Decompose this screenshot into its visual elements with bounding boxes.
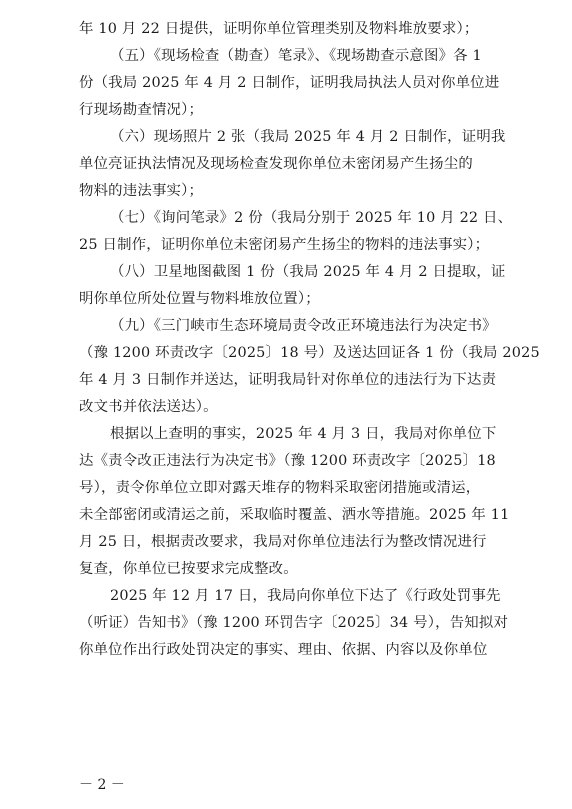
text-line: （豫 1200 环责改字〔2025〕18 号）及送达回证各 1 份（我局 2025: [79, 345, 540, 361]
text-line: （五）《现场检查（勘查）笔录》、《现场勘查示意图》各 1: [110, 48, 482, 64]
text-line: 2025 年 12 月 17 日，我局向你单位下达了《行政处罚事先: [110, 588, 501, 604]
text-line: 改文书并依法送达）。: [79, 399, 218, 415]
text-line: 复查，你单位已按要求完成整改。: [79, 561, 298, 577]
text-line: （七）《询问笔录》2 份（我局分别于 2025 年 10 月 22 日、: [110, 210, 513, 226]
text-line: 明你单位所处位置与物料堆放位置）；: [79, 291, 320, 307]
text-line: 行现场勘查情况）；: [79, 102, 204, 118]
text-line: 单位亮证执法情况及现场检查发现你单位未密闭易产生扬尘的: [79, 156, 473, 172]
text-line: 25 日制作，证明你单位未密闭易产生扬尘的物料的违法事实）；: [79, 237, 490, 253]
text-line: 根据以上查明的事实，2025 年 4 月 3 日，我局对你单位下: [110, 426, 497, 442]
text-line: 年 4 月 3 日制作并送达，证明我局针对你单位的违法行为下达责: [79, 372, 497, 388]
text-line: 达《责令改正违法行为决定书》（豫 1200 环责改字〔2025〕18: [79, 453, 496, 469]
text-line: 未全部密闭或清运之前，采取临时覆盖、洒水等措施。2025 年 11: [79, 507, 510, 523]
text-line: 号），责令你单位立即对露天堆存的物料采取密闭措施或清运，: [79, 480, 481, 496]
text-line: （八）卫星地图截图 1 份（我局 2025 年 4 月 2 日提取，证: [110, 264, 506, 280]
text-line: 你单位作出行政处罚决定的事实、理由、依据、内容以及你单位: [79, 642, 488, 658]
text-line: 月 25 日，根据责改要求，我局对你单位违法行为整改情况进行: [79, 534, 487, 550]
text-line: （九）《三门峡市生态环境局责令改正环境违法行为决定书》: [110, 318, 497, 334]
text-line: 物料的违法事实）；: [79, 183, 204, 199]
text-line: （六）现场照片 2 张（我局 2025 年 4 月 2 日制作，证明我: [110, 129, 506, 145]
text-line: 年 10 月 22 日提供，证明你单位管理类别及物料堆放要求）；: [79, 21, 479, 37]
text-line: （听证）告知书》（豫 1200 环罚告字〔2025〕34 号），告知拟对: [79, 615, 509, 631]
page-number: － 2 －: [79, 777, 125, 793]
text-line: 份（我局 2025 年 4 月 2 日制作，证明我局执法人员对你单位进: [79, 75, 500, 91]
